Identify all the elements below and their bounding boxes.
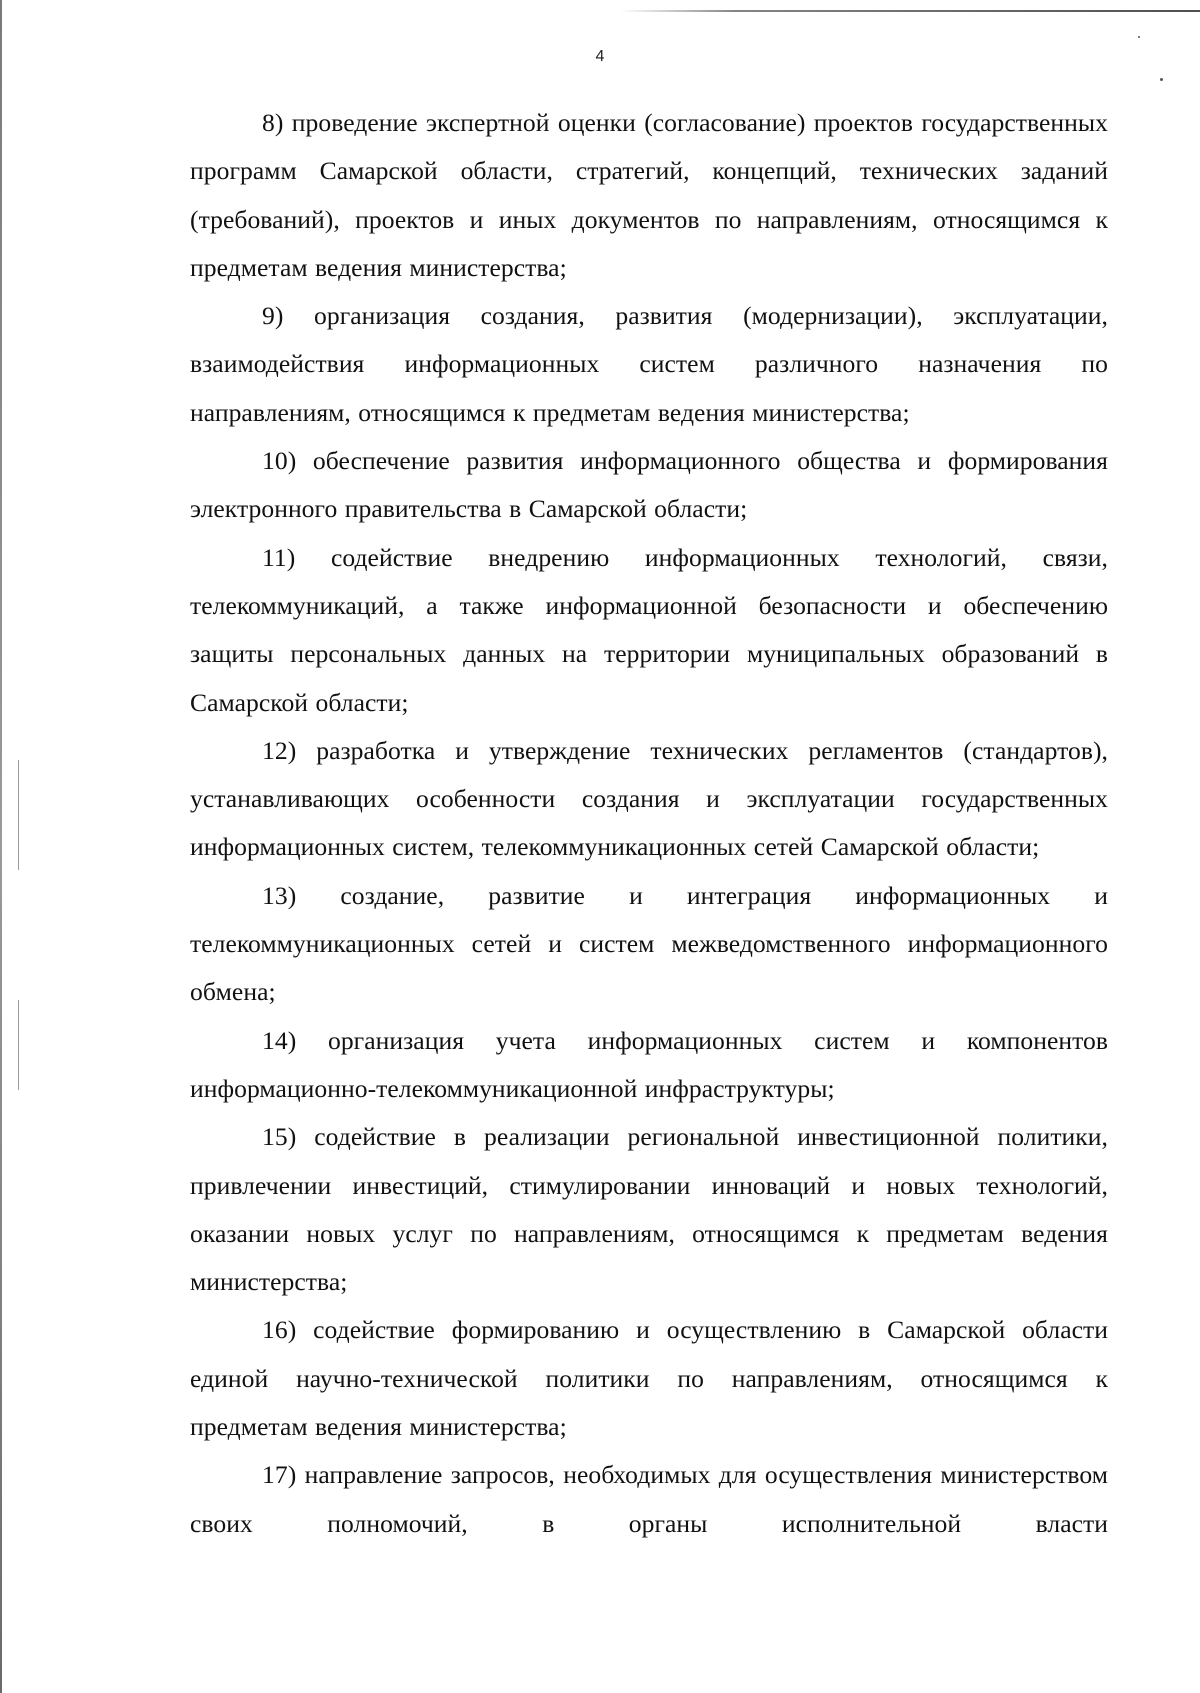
- scan-left-mark: [18, 760, 19, 870]
- list-item-12: 12) разработка и утверждение технических регламентов (стандартов), устанавливающих особенности создания и эксплуатации государственных информационных систем, телекоммуникационных сетей Самарской области;: [190, 735, 1108, 862]
- page-number: 4: [595, 48, 605, 65]
- scan-left-edge: [0, 0, 2, 1693]
- document-body: [190, 99, 1108, 1548]
- scan-left-mark: [18, 1000, 19, 1090]
- list-item-13: 13) создание, развитие и интеграция информационных и телекоммуникационных сетей и систем межведомственного информационного обмена;: [190, 880, 1108, 1007]
- scan-speck: [1160, 78, 1163, 81]
- list-item-10: 10) обеспечение развития информационного общества и формирования электронного правительства в Самарской области;: [190, 446, 1108, 524]
- list-item-14: 14) организация учета информационных систем и компонентов информационно-телекоммуникационной инфраструктуры;: [190, 1025, 1108, 1103]
- scan-top-mark: [620, 10, 1200, 12]
- list-item-16: 16) содействие формированию и осуществлению в Самарской области единой научно-технической политики по направлениям, относящимся к предметам ведения министерства;: [190, 1315, 1108, 1442]
- list-item-9: 9) организация создания, развития (модернизации), эксплуатации, взаимодействия информационных систем различного назначения по направлениям, относящимся к предметам ведения министерства;: [190, 301, 1108, 427]
- scan-speck: [1138, 36, 1140, 38]
- list-item-8: 8) проведение экспертной оценки (согласование) проектов государственных программ Самарской области, стратегий, концепций, технических заданий (требований), проектов и иных документов по направлениям, относящимся к предметам ведения министерства;: [190, 108, 1108, 282]
- list-item-17: 17) направление запросов, необходимых для осуществления министерством своих полномочий, в органы исполнительной власти: [190, 1460, 1108, 1538]
- list-item-15: 15) содействие в реализации региональной инвестиционной политики, привлечении инвестиций, стимулировании инноваций и новых технологий, оказании новых услуг по направлениям, относящимся к предметам ведения министерства;: [190, 1122, 1108, 1297]
- list-item-11: 11) содействие внедрению информационных технологий, связи, телекоммуникаций, а также информационной безопасности и обеспечению защиты персональных данных на территории муниципальных образований в Самарской области;: [190, 542, 1108, 717]
